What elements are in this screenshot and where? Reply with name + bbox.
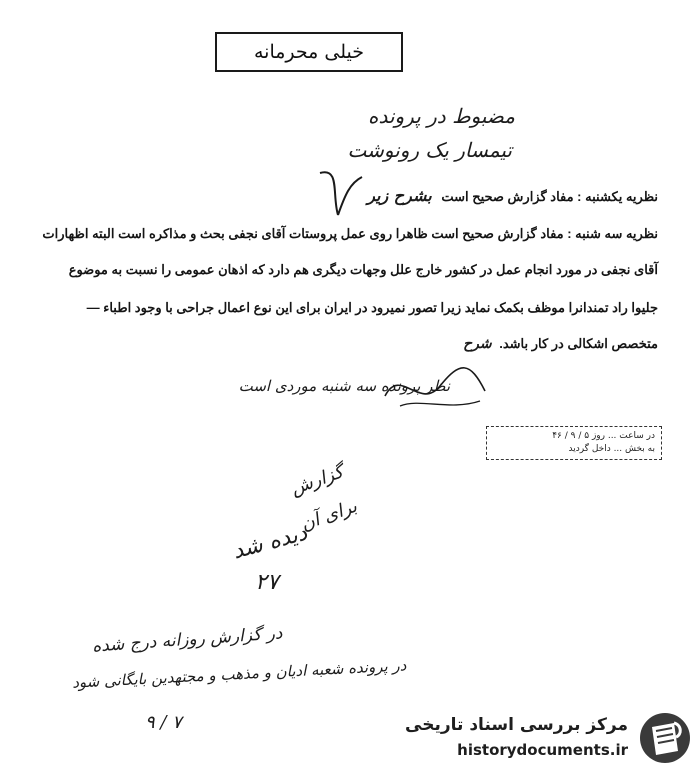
note-b: برای آن (298, 495, 360, 536)
note-c: دیده شد (230, 520, 310, 565)
body-line5-text: متخصص اشکالی در کار باشد. (499, 336, 658, 351)
body-line1 (367, 186, 658, 205)
note-e1: در گزارش روزانه درج شده (91, 623, 284, 657)
body-line4: جلیوا راد تمندانرا موظف بکمک نماید زیرا تصور نمیرود در ایران برای این نوع اعمال جراحی با وجود اطباء — (86, 300, 658, 315)
watermark-logo (405, 711, 692, 769)
watermark-name: مرکز بررسی اسناد تاریخی (405, 715, 628, 735)
body-line5-hand: شرح (463, 336, 492, 352)
body-line2: نظریه سه شنبه : مفاد گزارش صحیح است ظاهرا روی عمل پروستات آقای نجفی بحث و مذاکره است البته اظهارات (42, 226, 658, 241)
body-line5 (463, 336, 658, 352)
body-line3: آقای نجفی در مورد انجام عمل در کشور خارج علل وجهات دیگری هم دارد که اذهان عمومی را نسبت به موضوع (68, 262, 658, 277)
handwritten-mark (310, 165, 370, 225)
note-d: ۲۷ (255, 570, 279, 595)
note-e2: در پرونده شعبه ادیان و مذهب و مجتهدین بایگانی شود (71, 656, 407, 692)
signature-mark (380, 356, 490, 416)
classification-stamp (215, 32, 403, 72)
initial-note: نظر پرونده سه شنبه موردی است (238, 377, 450, 395)
classification-text: خیلی محرمانه (253, 41, 364, 63)
body-line1-text: نظریه یکشنبه : مفاد گزارش صحیح است (441, 189, 658, 204)
watermark-url: historydocuments.ir (457, 741, 628, 759)
top-note-line1: مضبوط در پرونده (367, 104, 515, 128)
received-stamp-line1: در ساعت ... روز ۵ / ۹ / ۴۶ (552, 431, 655, 441)
top-note-line2: تیمسار یک رونوشت (347, 138, 512, 162)
received-stamp-line2: به بخش ... داخل گردید (568, 444, 655, 454)
date-note: ۹ / ۷ (145, 712, 182, 733)
note-a: گزارش (288, 461, 347, 500)
received-stamp (486, 426, 662, 460)
body-line1-hand: بشرح زیر (367, 186, 432, 205)
scroll-emblem-icon (638, 711, 692, 765)
